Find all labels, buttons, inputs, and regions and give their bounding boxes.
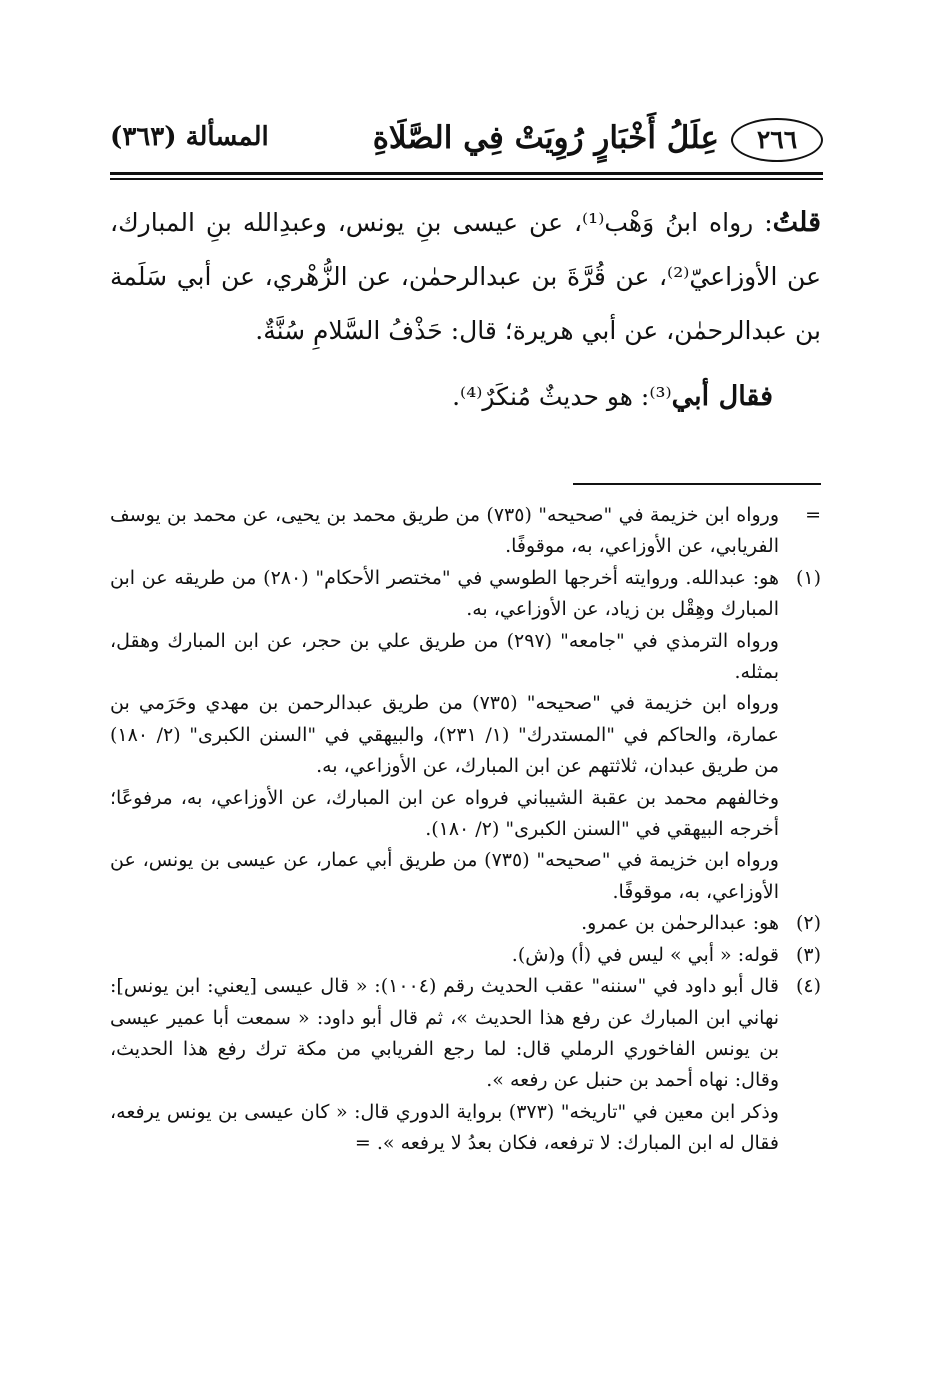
book-title: عِلَلُ أَخْبَارٍ رُوِيَتْ فِي الصَّلَاةِ — [372, 120, 719, 156]
footnote-4 — [110, 971, 821, 1159]
section-label: المسألة (٣٦٣) — [110, 122, 269, 152]
footnote-paragraph: ورواه الترمذي في "جامعه" (٢٩٧) من طريق علي بن حجر، عن ابن المبارك وهقل، بمثله. — [110, 629, 779, 684]
footnote-paragraph: هو: عبدالله. وروايته أخرجها الطوسي في "مختصر الأحكام" (٢٨٠) من طريقه عن ابن المبارك وهِقْل بن زياد، عن الأوزاعي، به. — [110, 566, 779, 621]
footnote-paragraph: قوله: « أبي » ليس في (أ) و(ش). — [511, 943, 779, 966]
footnote-mark: = — [805, 504, 821, 526]
footnote-1 — [110, 563, 821, 908]
footnote-text — [110, 500, 779, 563]
reply-text: ⁽³⁾: هو حديثٌ مُنكَرٌ⁽⁴⁾. — [452, 382, 672, 411]
footnote-paragraph: وذكر ابن معين في "تاريخه" (٣٧٣) برواية الدوري قال: « كان عيسى بن يونس يرفعه، فقال له ابن المبارك: لا ترفعه، فكان بعدُ لا يرفعه ». = — [110, 1100, 779, 1155]
footnote-mark: (٤) — [795, 975, 821, 998]
reply-paragraph — [110, 370, 821, 424]
footnote-separator — [573, 483, 821, 485]
footnote-mark: (٢) — [795, 912, 821, 935]
footnote-continuation — [110, 500, 821, 563]
footnote-text — [110, 940, 779, 971]
footnote-paragraph: قال أبو داود في "سننه" عقب الحديث رقم (١٠٠٤): « قال عيسى [يعني: ابن يونس]: نهاني ابن المبارك عن رفع هذا الحديث »، ثم قال أبو داود: « سمعت أبا عمير عيسى بن يونس الفاخوري الرملي قال: لما رجع الفريابي من مكة ترك رفع هذا الحديث، وقال: نهاه أحمد بن حنبل عن رفعه ». — [110, 975, 779, 1092]
running-header — [110, 118, 823, 168]
main-paragraph — [110, 196, 821, 358]
footnote-paragraph: ورواه ابن خزيمة في "صحيحه" (٧٣٥) من طريق عبدالرحمن بن مهدي وحَرَمي بن عمارة، والحاكم في "المستدرك" (١/ ٢٣١)، والبيهقي في "السنن الكبرى" (٢/ ١٨٠) من طريق عبدان، ثلاثتهم عن ابن المبارك، عن الأوزاعي، به. — [110, 692, 779, 778]
page-number: ٢٦٦ — [731, 118, 823, 162]
footnote-paragraph: هو: عبدالرحمٰن بن عمرو. — [581, 912, 779, 935]
paragraph-text: : رواه ابنُ وَهْب⁽¹⁾، عن عيسى بنِ يونس، وعبدِالله بنِ المبارك، عن الأوزاعيّ⁽²⁾، عن قُرَّةَ بن عبدالرحمٰن، عن الزُّهْري، عن أبي سَلَمة بن عبدالرحمٰن، عن أبي هريرة؛ قال: حَذْفُ السَّلامِ سُنَّةٌ. — [110, 208, 821, 345]
footnote-mark: (٣) — [795, 943, 821, 966]
lead-word: قلتُ — [772, 207, 821, 238]
footnote-text — [110, 563, 779, 908]
footnote-paragraph: ورواه ابن خزيمة في "صحيحه" (٧٣٥) من طريق محمد بن يحيى، عن محمد بن يوسف الفريابي، عن الأوزاعي، به، موقوفًا. — [110, 504, 779, 558]
footnote-paragraph: وخالفهم محمد بن عقبة الشيباني فرواه عن ابن المبارك، عن الأوزاعي، به، مرفوعًا؛ أخرجه البيهقي في "السنن الكبرى" (٢/ ١٨٠). — [110, 786, 779, 841]
footnote-mark: (١) — [795, 566, 821, 589]
footnote-2 — [110, 908, 821, 939]
reply-lead: فقال أبي — [671, 381, 773, 412]
footnotes — [110, 500, 821, 1160]
footnote-text — [110, 971, 779, 1159]
footnote-text — [110, 908, 779, 939]
footnote-3 — [110, 940, 821, 971]
footnote-paragraph: ورواه ابن خزيمة في "صحيحه" (٧٣٥) من طريق أبي عمار، عن عيسى بن يونس، عن الأوزاعي، به، موقوفًا. — [110, 849, 779, 903]
header-rule-thick — [110, 172, 823, 175]
header-rule-thin — [110, 178, 823, 180]
main-text — [110, 196, 821, 424]
